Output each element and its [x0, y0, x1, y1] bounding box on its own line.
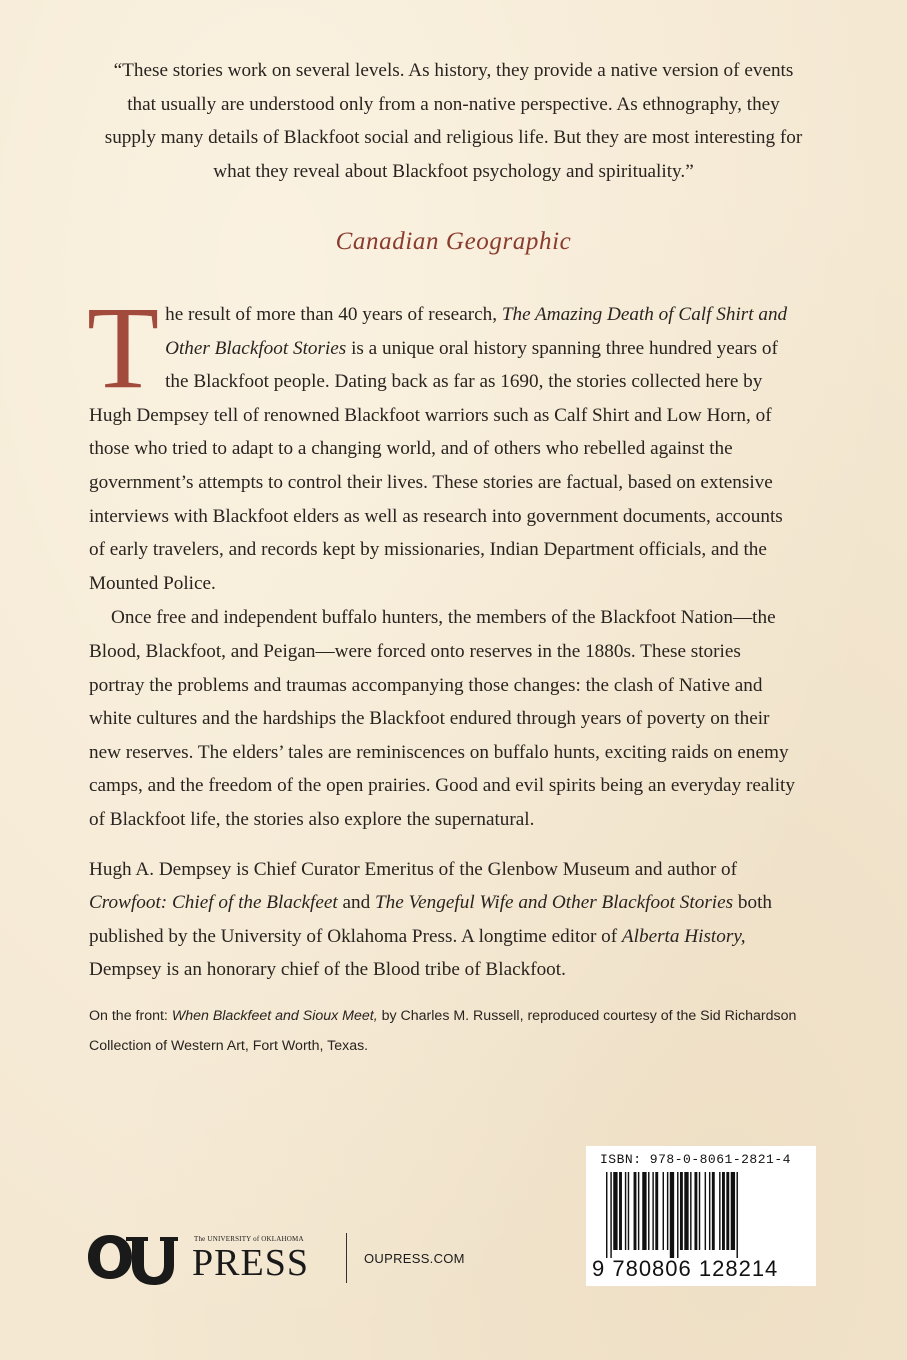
university-name: The UNIVERSITY of OKLAHOMA [194, 1235, 304, 1243]
description-paragraph-2: Once free and independent buffalo hunters, the members of the Blackfoot Nation—the Blood, Blackfoot, and Peigan—were forced onto reserves in the 1880s. These stories portray the problems and traumas accompanying those changes: the clash of Native and white cultures and the hardships the Blackfoot endured through years of poverty on their new reserves. The elders’ tales are reminiscences on buffalo hunts, exciting raids on enemy camps, and the freedom of the open prairies. Good and evil spirits being an everyday reality of Blackfoot life, the stories also explore the supernatural. [89, 607, 795, 830]
barcode-digits: 9 780806 128214 [592, 1256, 779, 1281]
isbn-label: ISBN: 978-0-8061-2821-4 [600, 1152, 791, 1167]
author-name: Hugh A. Dempsey [89, 858, 232, 880]
ou-monogram-icon [86, 1227, 186, 1287]
drop-cap: T [87, 282, 160, 413]
logo-divider [346, 1233, 347, 1283]
publisher-logo [86, 1227, 465, 1287]
publisher-url: OUPRESS.COM [364, 1251, 465, 1266]
quote-source: Canadian Geographic [335, 228, 572, 255]
artwork-title: When Blackfeet and Sioux Meet, [171, 1007, 378, 1024]
bio-book-1: Crowfoot: Chief of the Blackfeet [89, 892, 338, 914]
book-title: The Amazing Death of Calf Shirt and Other Blackfoot Stories [165, 304, 788, 359]
bio-text-4: Dempsey is an honorary chief of the Blood tribe of Blackfoot. [89, 959, 566, 981]
credit-rest: by Charles M. Russell, reproduced courtesy of the Sid Richardson Collection of Western Art, Fort Worth, Texas. [89, 1007, 797, 1054]
bio-text-1: is Chief Curator Emeritus of the Glenbow Museum and author of [231, 858, 738, 880]
book-description [87, 282, 801, 1061]
description-p1-start: he result of more than 40 years of research, [165, 304, 502, 325]
bio-text-3: both published by the University of Oklahoma Press. A longtime editor of [89, 892, 773, 947]
bio-journal: Alberta History, [621, 925, 746, 947]
description-p1-rest: is a unique oral history spanning three hundred years of the Blackfoot people. Dating back as far as 1690, the stories collected here by Hugh Dempsey tell of renowned Blackfoot warriors such as Calf Shirt and Low Horn, of those who tried to adapt to a changing world, and of others who rebelled against the government’s attempts to control their lives. These stories are factual, based on extensive interviews with Blackfoot elders as well as research into government documents, accounts of early travelers, and records kept by missionaries, Indian Department officials, and the Mounted Police. [89, 337, 783, 594]
credit-prefix: On the front: [89, 1007, 172, 1024]
description-paragraph-1 [87, 282, 801, 600]
barcode-bars [600, 1172, 800, 1258]
bio-text-2: and [337, 892, 375, 914]
bio-book-2: The Vengeful Wife and Other Blackfoot Stories [375, 892, 734, 914]
cover-art-credit [89, 1001, 801, 1061]
review-quote: “These stories work on several levels. As history, they provide a native version of events that usually are understood only from a non-native perspective. As ethnography, they supply many details of Blackfoot social and religious life. But they are most interesting for what they reveal about Blackfoot psychology and spirituality.” [104, 60, 803, 182]
author-bio [89, 853, 801, 987]
press-wordmark: PRESS [192, 1242, 309, 1284]
isbn-barcode [586, 1146, 816, 1286]
